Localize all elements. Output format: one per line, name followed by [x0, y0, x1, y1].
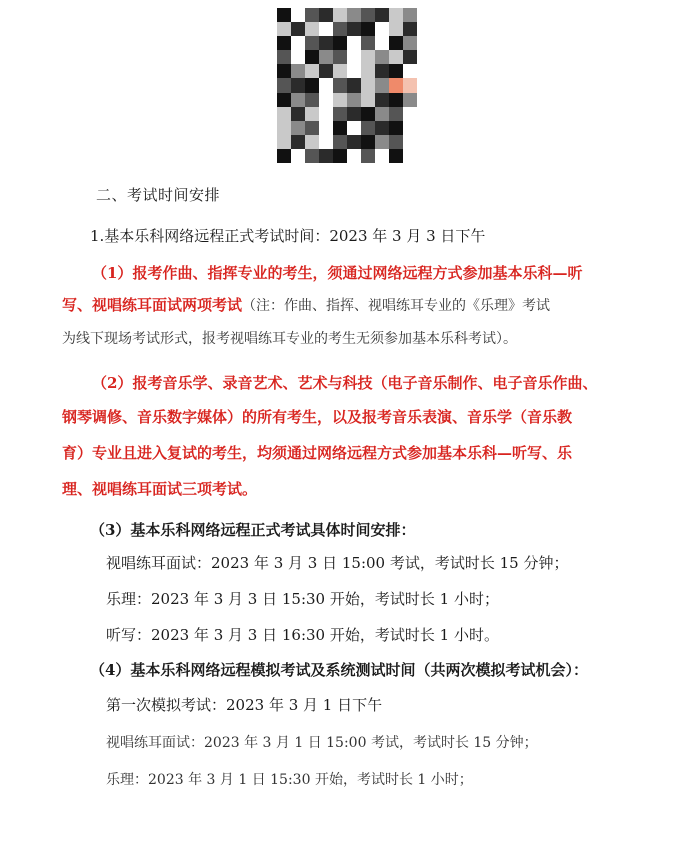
qr-cell [361, 36, 375, 50]
mock-schedule-line: 乐理：2023 年 3 月 1 日 15:30 开始，考试时长 1 小时； [106, 772, 473, 788]
item2-line-d: 理、视唱练耳面试三项考试。 [62, 480, 258, 498]
qr-cell [403, 149, 417, 163]
qr-cell [347, 8, 361, 22]
qr-cell [375, 121, 389, 135]
qr-cell [375, 135, 389, 149]
qr-cell [375, 78, 389, 92]
item1-red-a: 报考作曲、指挥专业的考生，须通过网络远程方式参加基本乐科—听 [132, 264, 583, 282]
qr-cell [403, 36, 417, 50]
qr-cell [389, 78, 403, 92]
item2-line-c: 育）专业且进入复试的考生，均须通过网络远程方式参加基本乐科—听写、乐 [62, 444, 573, 462]
qr-cell [361, 93, 375, 107]
qr-cell [375, 8, 389, 22]
qr-cell [403, 22, 417, 36]
item2-line-b: 钢琴调修、音乐数字媒体）的所有考生，以及报考音乐表演、音乐学（音乐教 [62, 408, 573, 426]
qr-cell [333, 107, 347, 121]
qr-cell [361, 22, 375, 36]
qr-cell [389, 8, 403, 22]
qr-cell [319, 135, 333, 149]
qr-code-icon [277, 8, 417, 163]
qr-cell [319, 121, 333, 135]
qr-cell [347, 93, 361, 107]
qr-cell [291, 121, 305, 135]
section-heading: 二、考试时间安排 [96, 186, 221, 204]
qr-cell [347, 50, 361, 64]
qr-cell [319, 78, 333, 92]
qr-cell [389, 149, 403, 163]
qr-cell [277, 36, 291, 50]
qr-cell [291, 36, 305, 50]
qr-cell [389, 121, 403, 135]
qr-cell [291, 93, 305, 107]
qr-cell [333, 22, 347, 36]
item1-line2 [62, 294, 550, 315]
schedule-line: 乐理：2023 年 3 月 3 日 15:30 开始，考试时长 1 小时； [106, 590, 499, 608]
qr-cell [333, 64, 347, 78]
qr-cell [361, 78, 375, 92]
qr-cell [403, 78, 417, 92]
qr-cell [361, 107, 375, 121]
qr-cell [375, 93, 389, 107]
qr-cell [319, 22, 333, 36]
qr-cell [361, 149, 375, 163]
qr-cell [319, 149, 333, 163]
qr-cell [361, 121, 375, 135]
qr-cell [389, 107, 403, 121]
qr-cell [305, 36, 319, 50]
qr-cell [333, 135, 347, 149]
qr-cell [375, 64, 389, 78]
qr-cell [389, 64, 403, 78]
qr-cell [333, 50, 347, 64]
qr-cell [333, 36, 347, 50]
qr-cell [319, 107, 333, 121]
item3-title: （3）基本乐科网络远程正式考试具体时间安排： [90, 521, 416, 539]
qr-cell [361, 50, 375, 64]
formal-exam-time: 1.基本乐科网络远程正式考试时间：2023 年 3 月 3 日下午 [90, 227, 486, 245]
qr-cell [389, 93, 403, 107]
qr-cell [305, 8, 319, 22]
qr-cell [277, 64, 291, 78]
schedule-line: 听写：2023 年 3 月 3 日 16:30 开始，考试时长 1 小时。 [106, 626, 499, 644]
qr-cell [375, 107, 389, 121]
qr-cell [361, 8, 375, 22]
item2-line-a: 报考音乐学、录音艺术、艺术与科技（电子音乐制作、电子音乐作曲、 [132, 374, 598, 392]
qr-cell [305, 149, 319, 163]
qr-cell [333, 121, 347, 135]
qr-cell [333, 8, 347, 22]
qr-cell [347, 121, 361, 135]
qr-cell [389, 22, 403, 36]
qr-cell [277, 78, 291, 92]
qr-cell [277, 135, 291, 149]
qr-cell [305, 135, 319, 149]
mock-schedule-line: 视唱练耳面试：2023 年 3 月 1 日 15:00 考试，考试时长 15 分钟； [106, 735, 538, 751]
qr-cell [291, 78, 305, 92]
qr-cell [291, 8, 305, 22]
item1-red-b: 写、视唱练耳面试两项考试 [62, 296, 243, 314]
qr-cell [319, 50, 333, 64]
qr-cell [333, 78, 347, 92]
qr-cell [305, 107, 319, 121]
qr-cell [403, 8, 417, 22]
qr-cell [319, 93, 333, 107]
qr-cell [277, 149, 291, 163]
qr-cell [389, 36, 403, 50]
qr-cell [291, 107, 305, 121]
qr-cell [277, 50, 291, 64]
qr-cell [333, 93, 347, 107]
item1-note-b: （注：作曲、指挥、视唱练耳专业的《乐理》考试 [242, 298, 551, 314]
qr-cell [389, 135, 403, 149]
qr-cell [403, 64, 417, 78]
qr-cell [305, 121, 319, 135]
qr-cell [403, 107, 417, 121]
qr-cell [347, 135, 361, 149]
qr-cell [375, 36, 389, 50]
qr-cell [347, 107, 361, 121]
qr-cell [361, 64, 375, 78]
qr-cell [291, 22, 305, 36]
schedule-line: 视唱练耳面试：2023 年 3 月 3 日 15:00 考试，考试时长 15 分钟； [106, 554, 569, 572]
qr-cell [347, 22, 361, 36]
qr-cell [305, 50, 319, 64]
qr-cell [277, 8, 291, 22]
item2-line1 [92, 372, 597, 393]
qr-cell [375, 149, 389, 163]
item1-number: （1） [92, 264, 133, 282]
qr-cell [277, 121, 291, 135]
qr-cell [319, 64, 333, 78]
mock-exam-first: 第一次模拟考试：2023 年 3 月 1 日下午 [106, 696, 383, 714]
qr-cell [291, 135, 305, 149]
qr-cell [347, 64, 361, 78]
qr-cell [277, 22, 291, 36]
qr-cell [403, 93, 417, 107]
qr-cell [305, 64, 319, 78]
qr-cell [347, 36, 361, 50]
qr-cell [375, 50, 389, 64]
qr-cell [375, 22, 389, 36]
item1-line1 [92, 262, 582, 283]
qr-cell [277, 107, 291, 121]
qr-cell [361, 135, 375, 149]
qr-cell [389, 50, 403, 64]
qr-cell [291, 149, 305, 163]
item4-title: （4）基本乐科网络远程模拟考试及系统测试时间（共两次模拟考试机会）： [90, 661, 588, 679]
qr-cell [305, 78, 319, 92]
qr-cell [403, 135, 417, 149]
qr-cell [319, 8, 333, 22]
qr-cell [347, 149, 361, 163]
qr-cell [291, 50, 305, 64]
qr-cell [333, 149, 347, 163]
qr-cell [403, 50, 417, 64]
qr-cell [403, 121, 417, 135]
qr-cell [277, 93, 291, 107]
qr-cell [319, 36, 333, 50]
qr-cell [305, 22, 319, 36]
qr-cell [305, 93, 319, 107]
item2-number: （2） [92, 374, 133, 392]
qr-cell [347, 78, 361, 92]
item1-note-c: 为线下现场考试形式，报考视唱练耳专业的考生无须参加基本乐科考试）。 [62, 331, 517, 347]
qr-cell [291, 64, 305, 78]
